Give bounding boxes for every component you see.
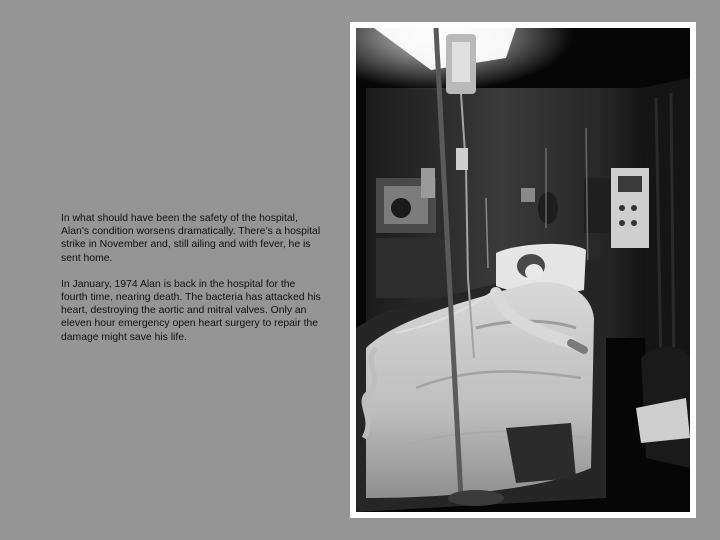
- caption-paragraph-2: In January, 1974 Alan is back in the hospital for the fourth time, nearing death. The bacteria has attacked his heart, destroying the aortic and mitral valves. Only an eleven hour emergency open heart surgery to repair the damage might save his life.: [61, 278, 321, 343]
- hospital-photo: [356, 28, 690, 512]
- caption-text: [61, 212, 323, 357]
- iv-pole-base: [448, 490, 504, 506]
- bed-bag: [506, 423, 576, 483]
- oxygen-mask: [525, 264, 543, 280]
- photo-frame: [350, 22, 696, 518]
- oxygen-bag: [538, 192, 558, 224]
- caption-paragraph-1: In what should have been the safety of the hospital, Alan’s condition worsens dramatically. There’s a hospital strike in November and, still ailing and with fever, he is sent home.: [61, 213, 321, 264]
